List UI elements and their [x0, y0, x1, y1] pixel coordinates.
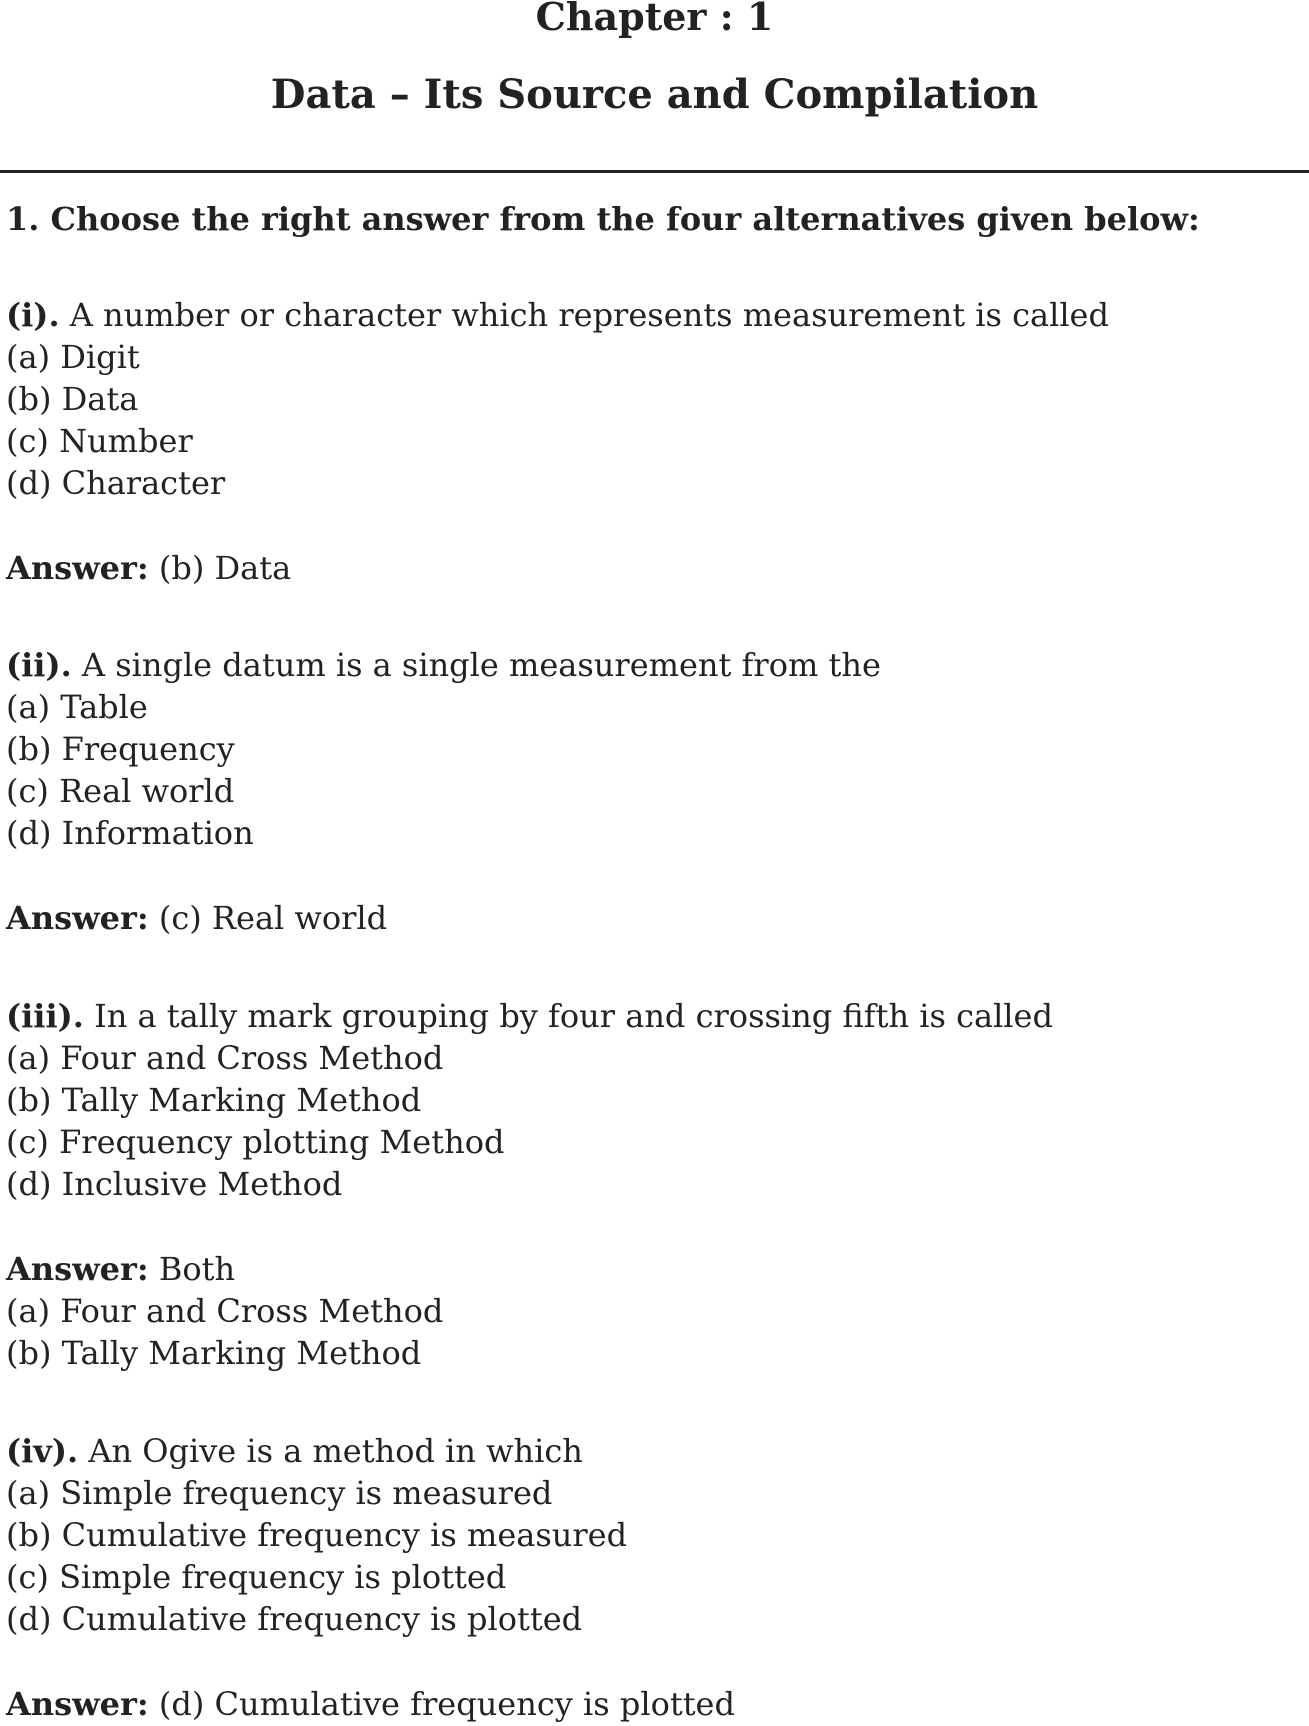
option: (c) Simple frequency is plotted	[6, 1558, 507, 1596]
option: (c) Frequency plotting Method	[6, 1123, 505, 1161]
option: (d) Inclusive Method	[6, 1165, 343, 1203]
option: (a) Simple frequency is measured	[6, 1474, 553, 1512]
question-number: (ii).	[6, 646, 72, 684]
question-1	[6, 294, 1109, 336]
answer-2	[6, 897, 387, 939]
question-text: An Ogive is a method in which	[78, 1432, 583, 1470]
option: (c) Number	[6, 422, 193, 460]
answer-text: (b) Data	[148, 549, 292, 587]
option: (d) Character	[6, 464, 226, 502]
question-number: (iv).	[6, 1432, 79, 1470]
option: (a) Table	[6, 688, 148, 726]
answer-text: (d) Cumulative frequency is plotted	[148, 1685, 735, 1723]
answer-4	[6, 1683, 735, 1725]
page-header	[0, 0, 1309, 172]
section-heading: 1. Choose the right answer from the four alternatives given below:	[6, 200, 1200, 238]
option: (b) Tally Marking Method	[6, 1081, 422, 1119]
question-4	[6, 1430, 583, 1472]
option: (d) Cumulative frequency is plotted	[6, 1600, 583, 1638]
option: (b) Data	[6, 380, 139, 418]
question-text: In a tally mark grouping by four and crossing fifth is called	[83, 997, 1053, 1035]
answer-label: Answer:	[6, 549, 149, 587]
question-2	[6, 644, 881, 686]
answer-3	[6, 1248, 235, 1290]
option: (a) Four and Cross Method	[6, 1039, 444, 1077]
option: (d) Information	[6, 814, 254, 852]
question-3	[6, 995, 1053, 1037]
answer-1	[6, 547, 291, 589]
question-text: A single datum is a single measurement from the	[71, 646, 881, 684]
question-number: (i).	[6, 296, 60, 334]
chapter-subtitle: Data – Its Source and Compilation	[270, 71, 1039, 118]
answer-label: Answer:	[6, 1250, 149, 1288]
answer-label: Answer:	[6, 1685, 149, 1723]
option: (a) Digit	[6, 338, 140, 376]
chapter-title: Chapter : 1	[535, 0, 774, 39]
answer-text: (c) Real world	[148, 899, 388, 937]
answer-label: Answer:	[6, 899, 149, 937]
answer-text: Both	[148, 1250, 236, 1288]
option: (c) Real world	[6, 772, 235, 810]
answer-option: (a) Four and Cross Method	[6, 1292, 444, 1330]
option: (b) Frequency	[6, 730, 235, 768]
question-text: A number or character which represents measurement is called	[59, 296, 1109, 334]
header-divider	[0, 170, 1309, 173]
question-number: (iii).	[6, 997, 84, 1035]
option: (b) Cumulative frequency is measured	[6, 1516, 628, 1554]
answer-option: (b) Tally Marking Method	[6, 1334, 422, 1372]
